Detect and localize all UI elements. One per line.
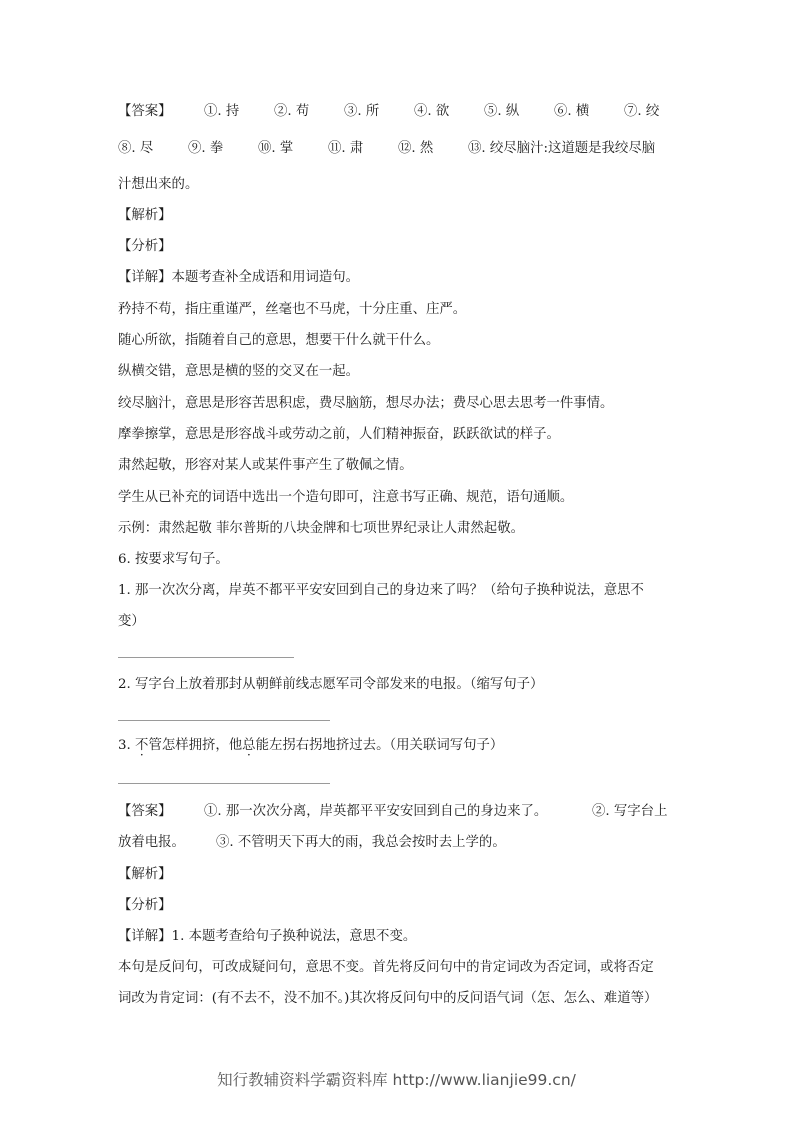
- answer-blank-3[interactable]: [118, 783, 330, 784]
- answer-blank-1[interactable]: [118, 657, 294, 658]
- question-6-2: 2. 写字台上放着那封从朝鲜前线志愿军司令部发来的电报。（缩写句子）: [118, 677, 544, 692]
- answer-item: ⑧. 尽: [118, 141, 154, 156]
- answer-continuation: 汁想出来的。: [118, 177, 199, 192]
- emphasis-word: 不: [135, 738, 149, 753]
- xiangjie-heading: 【详解】本题考查补全成语和用词造句。: [118, 270, 360, 285]
- answer-row-4: [118, 833, 678, 853]
- answer-item: ①. 持: [204, 104, 240, 119]
- answer-item: ④. 欲: [414, 104, 450, 119]
- answer-label: 【答案】: [118, 804, 172, 819]
- question-number: 3.: [118, 738, 136, 753]
- question-6-3: [118, 736, 678, 760]
- answer-item: ⑫. 然: [398, 141, 434, 156]
- question-text: 管怎样拥挤，他: [148, 738, 243, 753]
- footer-watermark: 知行教辅资料学霸资料库 http://www.lianjie99.cn/: [217, 1071, 576, 1089]
- explanation-line: 摩拳擦掌，意思是形容战斗或劳动之前，人们精神振奋，跃跃欲试的样子。: [118, 427, 560, 442]
- answer-blank-2[interactable]: [118, 720, 330, 721]
- example-line: 示例：肃然起敬 菲尔普斯的八块金牌和七项世界纪录让人肃然起敬。: [118, 521, 524, 536]
- xiangjie-heading: 【详解】1. 本题考查给句子换种说法，意思不变。: [118, 929, 417, 944]
- answer-item: ⑪. 肃: [328, 141, 364, 156]
- question-6-1-line-1: 1. 那一次次分离，岸英不都平平安安回到自己的身边来了吗？（给句子换种说法，意思不: [118, 583, 644, 598]
- answer-item: 放着电报。: [118, 835, 185, 850]
- answer-item: ⑤. 纵: [484, 104, 520, 119]
- explanation-line: 纵横交错，意思是横的竖的交叉在一起。: [118, 364, 360, 379]
- explanation-line: 随心所欲，指随着自己的意思，想要干什么就干什么。: [118, 333, 440, 348]
- answer-row-1: [118, 102, 678, 122]
- answer-item: ⑥. 横: [554, 104, 590, 119]
- answer-item: ⑨. 拳: [188, 141, 224, 156]
- explanation-line: 学生从已补充的词语中选出一个造句即可，注意书写正确、规范，语句通顺。: [118, 490, 574, 505]
- emphasis-word: 总: [242, 738, 256, 753]
- explanation-line: 矜持不苟，指庄重谨严，丝毫也不马虎，十分庄重、庄严。: [118, 302, 467, 317]
- fenxi-heading: 【分析】: [118, 898, 172, 913]
- answer-label: 【答案】: [118, 104, 172, 119]
- answer-item: ⑦. 绞: [624, 104, 660, 119]
- answer-item: ③. 所: [344, 104, 380, 119]
- answer-item: ②. 苟: [274, 104, 310, 119]
- explanation-line: 肃然起敬，形容对某人或某件事产生了敬佩之情。: [118, 458, 413, 473]
- answer-item: ②. 写字台上: [592, 804, 668, 819]
- jiexi-heading: 【解析】: [118, 867, 172, 882]
- answer-row-3: [118, 802, 678, 822]
- answer-item: ①. 那一次次分离，岸英都平平安安回到自己的身边来了。: [204, 804, 548, 819]
- answer-row-2: [118, 139, 678, 159]
- question-text: 能左拐右拐地挤过去。（用关联词写句子）: [255, 738, 504, 753]
- answer-item: ③. 不管明天下再大的雨，我总会按时去上学的。: [216, 835, 506, 850]
- answer-item: ⑩. 掌: [258, 141, 294, 156]
- answer-item: ⑬. 绞尽脑汁:这道题是我绞尽脑: [468, 141, 656, 156]
- jiexi-heading: 【解析】: [118, 208, 172, 223]
- fenxi-heading: 【分析】: [118, 239, 172, 254]
- question-6-title: 6. 按要求写句子。: [118, 552, 229, 567]
- question-6-1-line-2: 变）: [118, 614, 145, 629]
- paragraph-line: 词改为肯定词：(有不去不，没不加不。)其次将反问句中的反问语气词（怎、怎么、难道等）: [118, 991, 658, 1006]
- paragraph-line: 本句是反问句，可改成疑问句，意思不变。首先将反问句中的肯定词改为否定词，或将否定: [118, 960, 654, 975]
- explanation-line: 绞尽脑汁，意思是形容苦思积虑，费尽脑筋，想尽办法；费尽心思去思考一件事情。: [118, 396, 614, 411]
